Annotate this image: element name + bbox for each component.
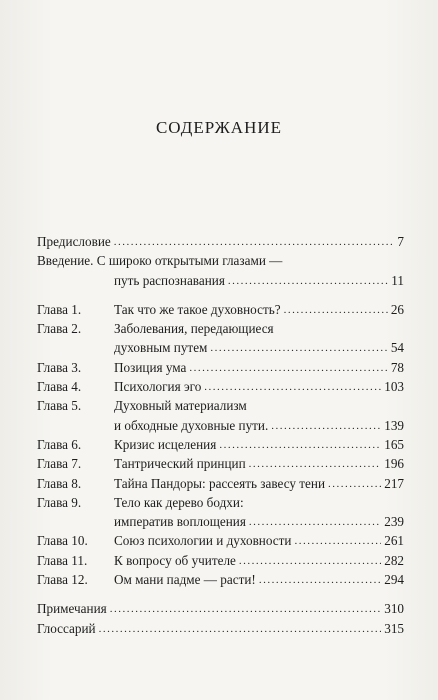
toc-entry-chapter-3 — [37, 358, 404, 377]
dot-leader — [239, 552, 381, 571]
toc-entry-notes — [37, 599, 404, 618]
toc-entry-chapter-10 — [37, 531, 404, 550]
toc-entry-text: Кризис исцеления — [114, 436, 217, 452]
chapter-label: Глава 7. — [37, 456, 82, 472]
toc-page-number: 294 — [384, 572, 404, 588]
toc-entry-chapter-12 — [37, 570, 404, 589]
toc-page-number: 103 — [384, 379, 404, 395]
chapter-label: Глава 9. — [37, 494, 82, 510]
dot-leader — [114, 233, 395, 252]
dot-leader — [228, 272, 388, 291]
toc-entry-chapter-4 — [37, 377, 404, 396]
toc-page-number: 165 — [384, 436, 404, 452]
dot-leader — [271, 417, 381, 436]
chapter-label: Глава 5. — [37, 398, 82, 414]
toc-entry-chapter-9-cont — [37, 512, 404, 531]
toc-entry-continuation: и обходные духовные пути. — [114, 417, 269, 433]
toc-page-number: 78 — [390, 359, 404, 375]
chapter-label: Глава 1. — [37, 301, 82, 317]
toc-entry-continuation: духовным путем — [114, 340, 208, 356]
dot-leader — [284, 301, 388, 320]
toc-entry-text: К вопросу об учителе — [114, 552, 236, 568]
toc-page-number: 139 — [384, 417, 404, 433]
dot-leader — [110, 600, 382, 619]
dot-leader — [328, 475, 381, 494]
toc-entry-text: Позиция ума — [114, 359, 187, 375]
toc-entry-text: Духовный материализм — [114, 398, 247, 414]
toc-entry-chapter-1 — [37, 300, 404, 319]
chapter-label: Глава 12. — [37, 572, 88, 588]
chapter-label: Глава 8. — [37, 475, 82, 491]
toc-page-number: 11 — [391, 272, 404, 288]
toc-page-number: 310 — [384, 601, 404, 617]
dot-leader — [210, 339, 387, 358]
dot-leader — [249, 455, 382, 474]
toc-entry-introduction-cont — [37, 271, 404, 290]
chapter-label: Глава 3. — [37, 359, 82, 375]
toc-entry-continuation: путь распознавания — [114, 272, 225, 288]
toc-entry-text: Тело как дерево бодхи: — [114, 494, 244, 510]
dot-leader — [99, 620, 382, 639]
chapter-label: Глава 4. — [37, 379, 82, 395]
toc-entry-chapter-11 — [37, 551, 404, 570]
dot-leader — [259, 571, 381, 590]
toc-page-number: 315 — [384, 620, 404, 636]
page-title: СОДЕРЖАНИЕ — [155, 118, 283, 137]
table-of-contents — [37, 232, 404, 638]
dot-leader — [249, 513, 381, 532]
toc-entry-text: Тантрический принцип — [114, 456, 246, 472]
toc-page-number: 54 — [390, 340, 404, 356]
chapter-label: Глава 11. — [37, 552, 88, 568]
toc-entry-text: Тайна Пандоры: рассеять завесу тени — [114, 475, 325, 491]
toc-entry-introduction — [37, 251, 404, 270]
toc-page-number: 239 — [384, 514, 404, 530]
toc-page-number: 196 — [384, 456, 404, 472]
toc-entry-text: Предисловие — [37, 234, 111, 249]
toc-entry-chapter-5 — [37, 396, 404, 415]
dot-leader — [294, 532, 381, 551]
toc-entry-text: Так что же такое духовность? — [114, 301, 281, 317]
toc-entry-text: Ом мани падме — расти! — [114, 572, 256, 588]
chapter-label: Глава 10. — [37, 533, 88, 549]
dot-leader — [219, 436, 381, 455]
dot-leader — [204, 378, 381, 397]
chapter-label: Глава 2. — [37, 321, 82, 337]
toc-entry-chapter-6 — [37, 435, 404, 454]
toc-entry-chapter-7 — [37, 454, 404, 473]
toc-entry-text: Заболевания, передающиеся — [114, 321, 274, 337]
toc-entry-text: Союз психологии и духовности — [114, 533, 292, 549]
toc-entry-chapter-9 — [37, 493, 404, 512]
toc-entry-text: Психология эго — [114, 379, 202, 395]
toc-entry-text: Примечания — [37, 601, 107, 617]
toc-entry-preface — [37, 232, 404, 251]
toc-page-number: 261 — [384, 533, 404, 549]
chapter-label: Глава 6. — [37, 436, 82, 452]
toc-page-number: 217 — [384, 475, 404, 491]
toc-entry-glossary — [37, 619, 404, 638]
toc-page-number: 282 — [384, 552, 404, 568]
toc-page-number: 7 — [397, 234, 404, 249]
toc-entry-continuation: императив воплощения — [114, 514, 246, 530]
toc-entry-chapter-8 — [37, 474, 404, 493]
toc-page-number: 26 — [390, 301, 404, 317]
toc-entry-text: Глоссарий — [37, 620, 96, 636]
toc-entry-text: Введение. С широко открытыми глазами — — [37, 253, 283, 269]
toc-entry-chapter-2 — [37, 319, 404, 338]
toc-entry-chapter-2-cont — [37, 338, 404, 357]
dot-leader — [189, 359, 387, 378]
toc-entry-chapter-5-cont — [37, 416, 404, 435]
